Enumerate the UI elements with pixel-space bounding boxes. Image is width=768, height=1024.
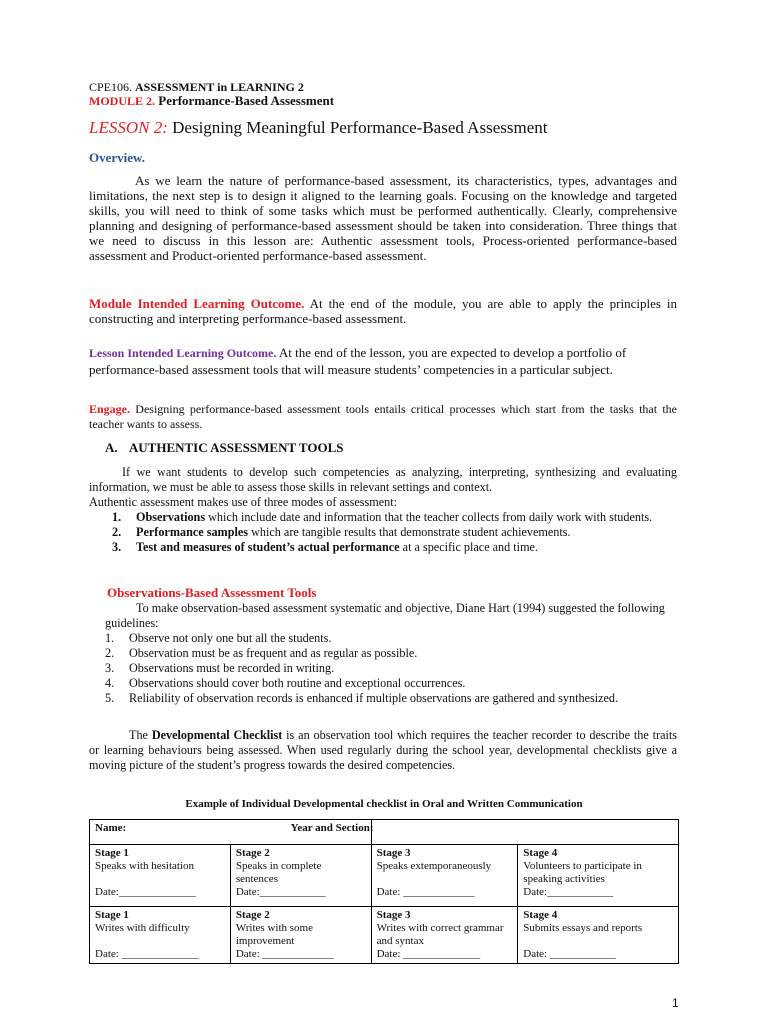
stage-desc: Volunteers to participate in speaking activities (523, 860, 642, 885)
year-section-label: Year and Section: (290, 822, 374, 834)
table-header-row (90, 820, 679, 845)
lesson-title: Designing Meaningful Performance-Based Assessment (172, 118, 548, 137)
list-item (105, 676, 649, 691)
list-number: 3. (105, 661, 115, 675)
module-outcome-heading: Module Intended Learning Outcome. (89, 296, 305, 311)
list-item (112, 525, 677, 540)
developmental-checklist-table (89, 819, 679, 964)
year-section-cell (290, 820, 678, 845)
module-outcome-text: At the end of the module, you are able to apply the principles in constructing and interpreting performance-based assessment. (89, 296, 677, 326)
page-number: 1 (672, 996, 679, 1010)
stage-label: Stage 2 (235, 909, 270, 921)
stage-cell (90, 845, 231, 907)
stage-label: Stage 1 (95, 847, 129, 859)
list-number: 1. (105, 631, 115, 645)
section-a-title: AUTHENTIC ASSESSMENT TOOLS (128, 440, 344, 455)
date-field: Date: ____________ (523, 948, 616, 960)
section-a-heading (105, 440, 343, 456)
date-field: Date:____________ (523, 886, 614, 898)
engage (89, 402, 677, 432)
list-item (105, 631, 649, 646)
list-text: Reliability of observation records is enhanced if multiple observations are gathered and synthesized. (129, 691, 619, 705)
modes-intro: Authentic assessment makes use of three modes of assessment: (89, 495, 398, 509)
engage-heading: Engage. (89, 402, 131, 416)
overview-heading: Overview. (89, 150, 145, 165)
section-a-letter: A. (105, 440, 118, 455)
stage-label: Stage 4 (523, 909, 558, 921)
stage-desc: Writes with difficulty (95, 922, 190, 934)
stage-desc: Writes with some improvement (235, 922, 313, 947)
list-term: Performance samples (136, 525, 249, 539)
lesson-outcome (89, 345, 669, 378)
stage-label: Stage 2 (235, 847, 270, 859)
observations-heading: Observations-Based Assessment Tools (107, 585, 317, 600)
checklist-term: Developmental Checklist (151, 728, 283, 742)
stage-label: Stage 4 (523, 847, 558, 859)
list-number: 1. (112, 510, 122, 524)
stage-label: Stage 3 (376, 909, 411, 921)
modes-list (112, 510, 677, 555)
lesson-outcome-text: At the end of the lesson, you are expected to develop a portfolio of performance-based assessment tools that will measure students’ competencies in a particular subject. (89, 345, 627, 377)
checklist-paragraph (89, 728, 677, 773)
stage-desc: Speaks extemporaneously (376, 860, 492, 872)
list-number: 3. (112, 540, 122, 554)
checklist-pre: The (129, 728, 148, 742)
engage-text: Designing performance-based assessment tools entails critical processes which start from the tasks that the teacher wants to assess. (89, 402, 678, 431)
lesson-outcome-heading: Lesson Intended Learning Outcome. (89, 346, 277, 360)
list-term: Observations (136, 510, 206, 524)
list-item (112, 540, 677, 555)
table-caption: Example of Individual Developmental checklist in Oral and Written Communication (185, 798, 583, 810)
date-field: Date:______________ (95, 886, 196, 898)
stage-desc: Submits essays and reports (523, 922, 643, 934)
module-outcome (89, 296, 677, 326)
stage-cell (230, 907, 371, 964)
date-field: Date: _____________ (235, 948, 334, 960)
date-field: Date:____________ (235, 886, 326, 898)
list-text: Observation must be as frequent and as regular as possible. (129, 646, 418, 660)
course-code: CPE106. (89, 80, 133, 94)
list-text: Observations must be recorded in writing. (129, 661, 335, 675)
stage-cell (518, 907, 679, 964)
list-term: Test and measures of student’s actual performance (136, 540, 400, 554)
stage-label: Stage 1 (95, 909, 129, 921)
table-row (90, 845, 679, 907)
list-number: 2. (112, 525, 122, 539)
overview-text: As we learn the nature of performance-based assessment, its characteristics, types, advantages and limitations, the next step is to design it aligned to the learning goals. Focusing on the knowledge and targeted skills, you will need to think of some tasks which must be performed authentically. Clearly, comprehensive planning and designing of performance-based assessment should be taken into consideration. Three things that we need to discuss in this lesson are: Authentic assessment tools, Process-oriented performance-based assessment and Product-oriented performance-based assessment. (89, 173, 677, 263)
section-a-intro: If we want students to develop such competencies as analyzing, interpreting, synthesizing and evaluating information, we must be able to assess those skills in relevant settings and context. (89, 465, 677, 494)
list-text: Observations should cover both routine and exceptional occurrences. (129, 676, 466, 690)
date-field: Date: ______________ (95, 948, 199, 960)
course-header (89, 80, 304, 94)
list-item (105, 691, 649, 706)
stage-cell (90, 907, 231, 964)
list-text: which include date and information that the teacher collects from daily work with students. (205, 510, 653, 524)
stage-label: Stage 3 (376, 847, 411, 859)
stage-cell (518, 845, 679, 907)
list-text: at a specific place and time. (399, 540, 539, 554)
list-number: 2. (105, 646, 115, 660)
checklist-text: is an observation tool which requires the teacher recorder to describe the traits or learning behaviours being assessed. When used regularly during the school year, developmental checklists give a moving picture of the student’s progress towards the desired competencies. (89, 728, 678, 772)
table-row (90, 907, 679, 964)
stage-cell (371, 907, 518, 964)
date-field: Date: ______________ (376, 948, 481, 960)
lesson-heading (89, 118, 547, 138)
list-item (105, 646, 649, 661)
name-label: Name: (95, 822, 127, 834)
lesson-label: LESSON 2: (89, 118, 168, 137)
list-text: Observe not only one but all the students. (129, 631, 332, 645)
stage-cell (230, 845, 371, 907)
list-text: which are tangible results that demonstrate student achievements. (248, 525, 571, 539)
date-field: Date: _____________ (376, 886, 475, 898)
observations-intro: To make observation-based assessment systematic and objective, Diane Hart (1994) suggested the following guidelines: (105, 601, 665, 630)
stage-desc: Writes with correct grammar and syntax (376, 922, 504, 947)
list-number: 4. (105, 676, 115, 690)
stage-desc: Speaks with hesitation (95, 860, 194, 872)
list-item (105, 661, 649, 676)
stage-desc: Speaks in complete sentences (235, 860, 322, 885)
guidelines-list (105, 631, 649, 706)
module-title: Performance-Based Assessment (158, 93, 335, 108)
module-label: MODULE 2. (89, 94, 155, 108)
module-header (89, 93, 334, 109)
list-item (112, 510, 677, 525)
course-title: ASSESSMENT in LEARNING 2 (135, 80, 304, 94)
stage-cell (371, 845, 518, 907)
list-number: 5. (105, 691, 115, 705)
